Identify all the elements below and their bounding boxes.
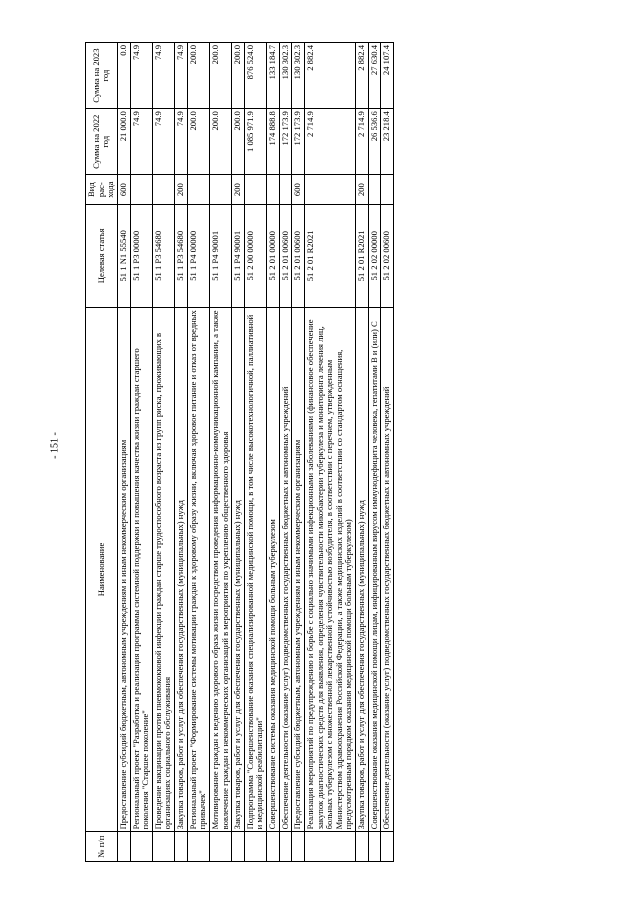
table-row <box>232 43 245 862</box>
row-num <box>187 832 209 862</box>
header-name: Наименование <box>86 307 118 832</box>
row-sum-2023: 74.9 <box>130 43 152 109</box>
row-vid: 200 <box>356 175 369 205</box>
header-num: № п/п <box>86 832 118 862</box>
row-name: Проведение вакцинации против пневмококковой инфекции граждан старше трудоспособного возраста из групп риска, проживающих в организациях социального обслуживания <box>152 307 174 832</box>
row-num <box>279 832 292 862</box>
row-sum-2023: 200.0 <box>187 43 209 109</box>
row-sum-2023: 74.9 <box>152 43 174 109</box>
page-number: - 151 - <box>49 432 61 459</box>
table-row <box>356 43 369 862</box>
row-code: 51 1 P4 00000 <box>187 204 209 307</box>
row-code: 51 1 P3 54680 <box>175 204 188 307</box>
row-name: Закупка товаров, работ и услуг для обеспечения государственных (муниципальных) нужд <box>232 307 245 832</box>
row-num <box>152 832 174 862</box>
table-row <box>381 43 394 862</box>
row-num <box>175 832 188 862</box>
row-name: Совершенствование системы оказания медицинской помощи больным туберкулезом <box>267 307 280 832</box>
row-name: Предоставление субсидий бюджетным, автономным учреждениям и иным некоммерческим организациям <box>117 307 130 832</box>
row-code: 51 2 01 R2021 <box>304 204 355 307</box>
row-num <box>381 832 394 862</box>
row-code: 51 2 01 00600 <box>292 204 305 307</box>
table-header-row <box>86 43 118 862</box>
row-sum-2022: 26 536.6 <box>368 109 381 175</box>
row-sum-2023: 200.0 <box>209 43 231 109</box>
row-name: Подпрограмма "Совершенствование оказания специализированной медицинской помощи, в том числе высокотехнологичной, паллиативной и медицинской реабилитации" <box>244 307 266 832</box>
table-row <box>175 43 188 862</box>
table-body <box>117 43 393 862</box>
row-num <box>292 832 305 862</box>
row-code: 51 1 P3 54680 <box>152 204 174 307</box>
row-sum-2023: 130 302.3 <box>279 43 292 109</box>
row-vid <box>130 175 152 205</box>
row-code: 51 1 P4 90001 <box>232 204 245 307</box>
table-row <box>152 43 174 862</box>
row-sum-2022: 74.9 <box>152 109 174 175</box>
row-sum-2022: 200.0 <box>232 109 245 175</box>
row-name: Предоставление субсидий бюджетным, автономным учреждениям и иным некоммерческим организациям <box>292 307 305 832</box>
row-code: 51 2 01 00000 <box>267 204 280 307</box>
table-row <box>368 43 381 862</box>
row-code: 51 2 00 00000 <box>244 204 266 307</box>
row-sum-2022: 2 714.9 <box>304 109 355 175</box>
row-sum-2022: 172 173.9 <box>292 109 305 175</box>
row-vid <box>152 175 174 205</box>
row-vid <box>244 175 266 205</box>
row-code: 51 2 02 00000 <box>368 204 381 307</box>
table-row <box>130 43 152 862</box>
row-sum-2023: 2 882.4 <box>304 43 355 109</box>
row-num <box>304 832 355 862</box>
row-sum-2022: 2 714.9 <box>356 109 369 175</box>
row-vid: 600 <box>292 175 305 205</box>
table-row <box>209 43 231 862</box>
row-vid <box>187 175 209 205</box>
row-code: 51 2 01 00600 <box>279 204 292 307</box>
row-sum-2023: 24 107.4 <box>381 43 394 109</box>
table-row <box>117 43 130 862</box>
header-code: Целевая статья <box>86 204 118 307</box>
row-sum-2023: 27 630.4 <box>368 43 381 109</box>
row-num <box>368 832 381 862</box>
row-name: Реализация мероприятий по предупреждению и борьбе с социально значимыми инфекционными заболеваниями (финансовое обеспечение закупок диагностических средств для выявления, определения чувствительности микобактерии туберкулеза и мониторинга лечения лиц, больных туберкулезом с множественной лекарственной устойчивостью возбудителя, в соответствии с перечнем, утвержденным Министерством здравоохранения Российской Федерации, а также медицинских изделий в соответствии со стандартом оснащения, предусмотренным порядком оказания медицинской помощи больным туберкулезом) <box>304 307 355 832</box>
row-name: Региональный проект "Разработка и реализация программы системной поддержки и повышения качества жизни граждан старшего поколения "Старшее поколение" <box>130 307 152 832</box>
table-row <box>279 43 292 862</box>
row-vid: 200 <box>175 175 188 205</box>
row-sum-2022: 23 218.4 <box>381 109 394 175</box>
row-name: Обеспечение деятельности (оказание услуг) подведомственных государственных бюджетных и автономных учреждений <box>381 307 394 832</box>
row-code: 51 1 P4 90001 <box>209 204 231 307</box>
row-num <box>356 832 369 862</box>
row-sum-2023: 133 184.7 <box>267 43 280 109</box>
row-name: Мотивирование граждан к ведению здорового образа жизни посредством проведения информационно-коммуникационной кампании, а также вовлечение граждан и некоммерческих организаций в мероприятия по укреплению общественного здоровья <box>209 307 231 832</box>
row-sum-2022: 174 888.8 <box>267 109 280 175</box>
row-num <box>130 832 152 862</box>
row-sum-2023: 74.9 <box>175 43 188 109</box>
row-name: Совершенствование оказания медицинской помощи лицам, инфицированным вирусом иммунодефицита человека, гепатитами B и (или) C <box>368 307 381 832</box>
row-sum-2023: 2 882.4 <box>356 43 369 109</box>
table-row <box>292 43 305 862</box>
row-vid: 200 <box>232 175 245 205</box>
budget-table-wrapper <box>85 42 605 862</box>
row-code: 51 1 P3 00000 <box>130 204 152 307</box>
row-sum-2022: 74.9 <box>130 109 152 175</box>
header-sum-2023: Сумма на 2023 год <box>86 43 118 109</box>
row-sum-2022: 200.0 <box>187 109 209 175</box>
row-sum-2022: 172 173.9 <box>279 109 292 175</box>
row-sum-2022: 200.0 <box>209 109 231 175</box>
row-num <box>244 832 266 862</box>
table-row <box>244 43 266 862</box>
row-sum-2022: 1 085 971.9 <box>244 109 266 175</box>
row-vid <box>381 175 394 205</box>
table-row <box>267 43 280 862</box>
table-row <box>187 43 209 862</box>
row-code: 51 2 01 R2021 <box>356 204 369 307</box>
row-sum-2023: 200.0 <box>232 43 245 109</box>
row-name: Закупка товаров, работ и услуг для обеспечения государственных (муниципальных) нужд <box>175 307 188 832</box>
row-sum-2023: 876 524.0 <box>244 43 266 109</box>
row-vid <box>279 175 292 205</box>
row-name: Обеспечение деятельности (оказание услуг) подведомственных государственных бюджетных и автономных учреждений <box>279 307 292 832</box>
row-num <box>209 832 231 862</box>
row-vid <box>267 175 280 205</box>
header-sum-2022: Сумма на 2022 год <box>86 109 118 175</box>
row-sum-2022: 21 000.0 <box>117 109 130 175</box>
row-num <box>267 832 280 862</box>
row-num <box>117 832 130 862</box>
header-vid: Вид рас- хода <box>86 175 118 205</box>
row-vid: 600 <box>117 175 130 205</box>
row-sum-2023: 130 302.3 <box>292 43 305 109</box>
table-row <box>304 43 355 862</box>
row-code: 51 2 02 00600 <box>381 204 394 307</box>
row-code: 51 1 N1 55540 <box>117 204 130 307</box>
row-sum-2022: 74.9 <box>175 109 188 175</box>
row-num <box>232 832 245 862</box>
row-name: Закупка товаров, работ и услуг для обеспечения государственных (муниципальных) нужд <box>356 307 369 832</box>
row-vid <box>304 175 355 205</box>
row-sum-2023: 0.0 <box>117 43 130 109</box>
row-vid <box>368 175 381 205</box>
row-vid <box>209 175 231 205</box>
row-name: Региональный проект "Формирование системы мотивации граждан к здоровому образу жизни, включая здоровое питание и отказ от вредных привычек" <box>187 307 209 832</box>
budget-table <box>85 42 394 862</box>
